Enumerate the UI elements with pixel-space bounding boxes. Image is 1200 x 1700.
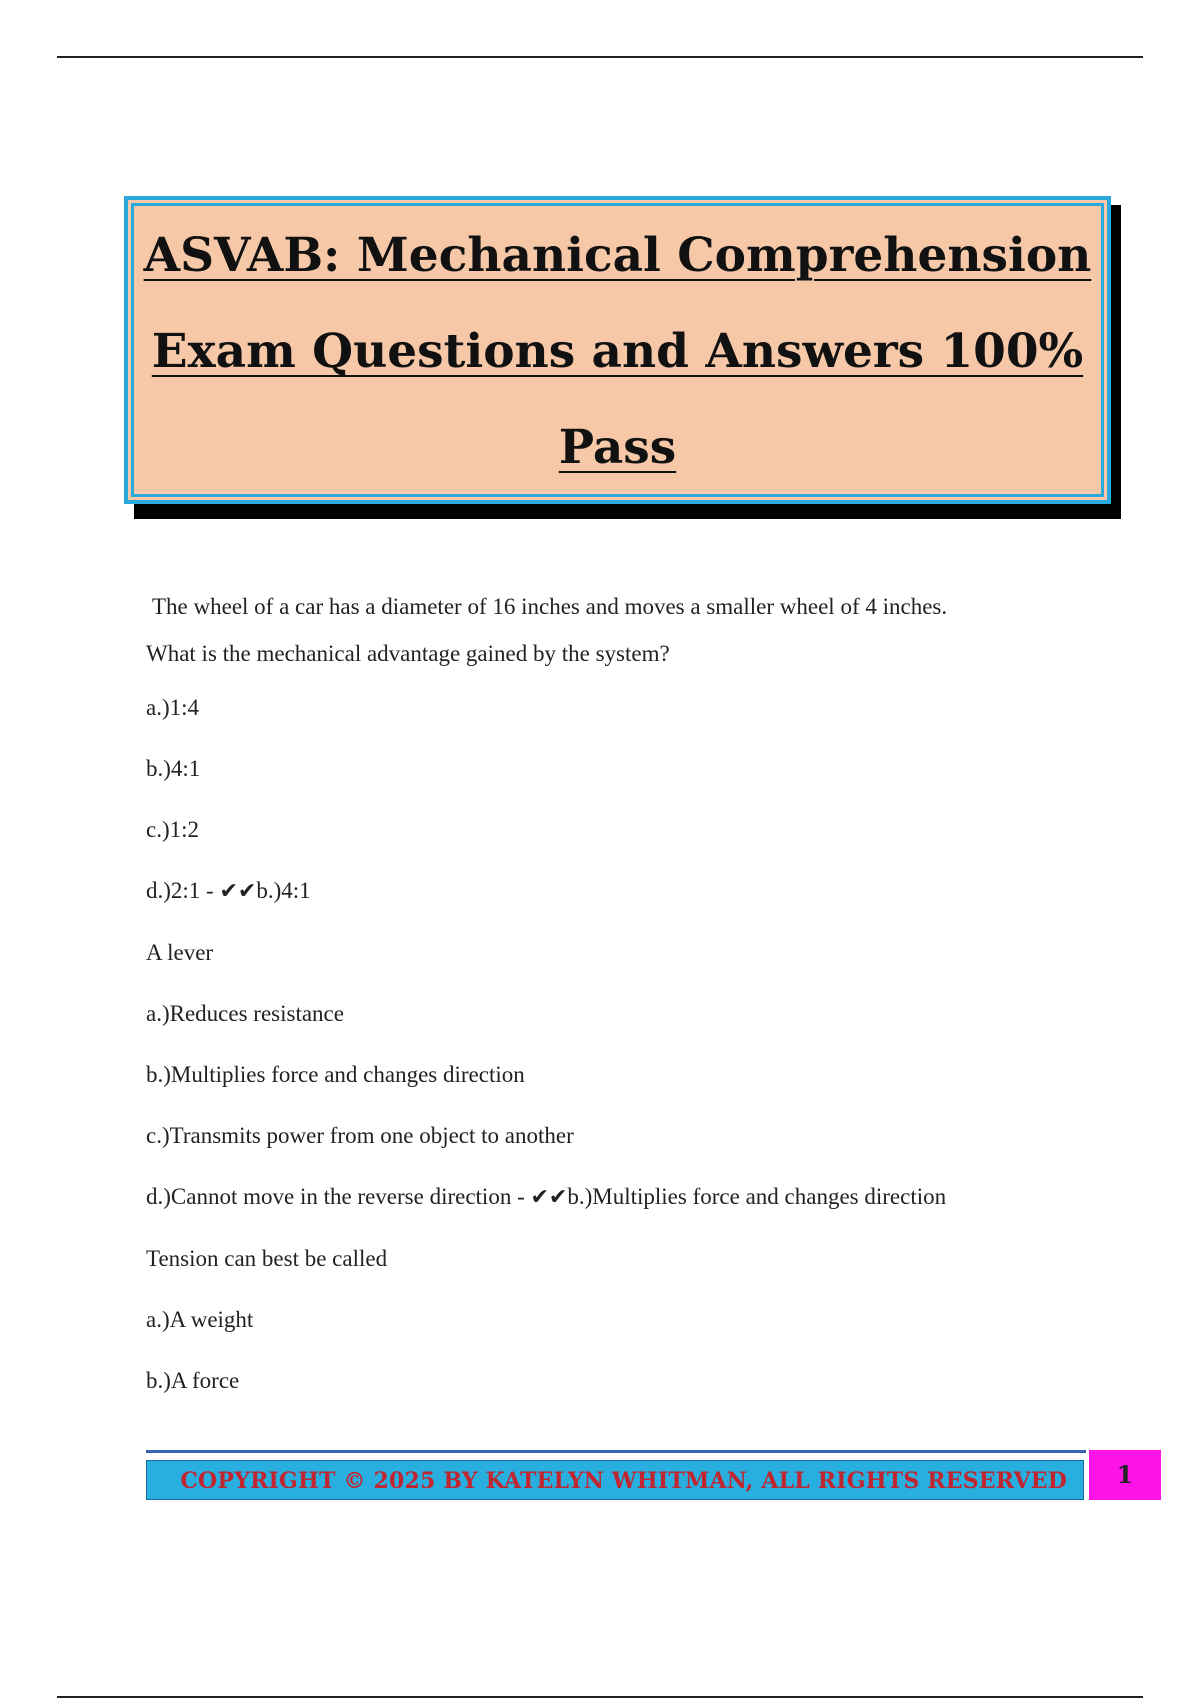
title-line-1: ASVAB: Mechanical Comprehension	[143, 228, 1092, 283]
question-3-text: Tension can best be called	[146, 1246, 388, 1271]
question-3-option-b: b.)A force	[146, 1368, 240, 1393]
question-3-option-a: a.)A weight	[146, 1307, 254, 1332]
title-line-3: Pass	[558, 420, 677, 475]
question-2-answer: b.)Multiplies force and changes direction	[567, 1184, 947, 1209]
copyright-bar: COPYRIGHT © 2025 BY KATELYN WHITMAN, ALL RIGHTS RESERVED	[146, 1460, 1084, 1500]
document-body	[146, 583, 1096, 1411]
question-1-answer: b.)4:1	[256, 878, 311, 903]
question-1-option-b: b.)4:1	[146, 756, 201, 781]
question-2-text: A lever	[146, 940, 214, 965]
option-d-text: d.)2:1 -	[146, 878, 220, 903]
question-2-option-c: c.)Transmits power from one object to another	[146, 1123, 574, 1148]
question-1-option-c: c.)1:2	[146, 817, 200, 842]
title-line-2: Exam Questions and Answers 100%	[151, 324, 1084, 379]
page-number: 1	[1089, 1450, 1161, 1500]
question-2-option-a: a.)Reduces resistance	[146, 1001, 344, 1026]
question-1-text-line-2: What is the mechanical advantage gained by the system?	[146, 641, 670, 666]
bottom-rule	[57, 1696, 1143, 1698]
question-2-option-d	[146, 1166, 1096, 1228]
question-2-option-b: b.)Multiplies force and changes direction	[146, 1062, 525, 1087]
question-1-option-a: a.)1:4	[146, 695, 200, 720]
question-1-option-d	[146, 860, 1096, 922]
check-mark-icon: ✔✔	[219, 879, 257, 904]
footer-rule	[146, 1450, 1086, 1453]
check-mark-icon: ✔✔	[530, 1185, 568, 1210]
top-rule	[57, 56, 1143, 58]
question-1-text-line-1: The wheel of a car has a diameter of 16 inches and moves a smaller wheel of 4 inches.	[152, 594, 948, 619]
option-d-text: d.)Cannot move in the reverse direction -	[146, 1184, 531, 1209]
title-box	[124, 196, 1111, 504]
